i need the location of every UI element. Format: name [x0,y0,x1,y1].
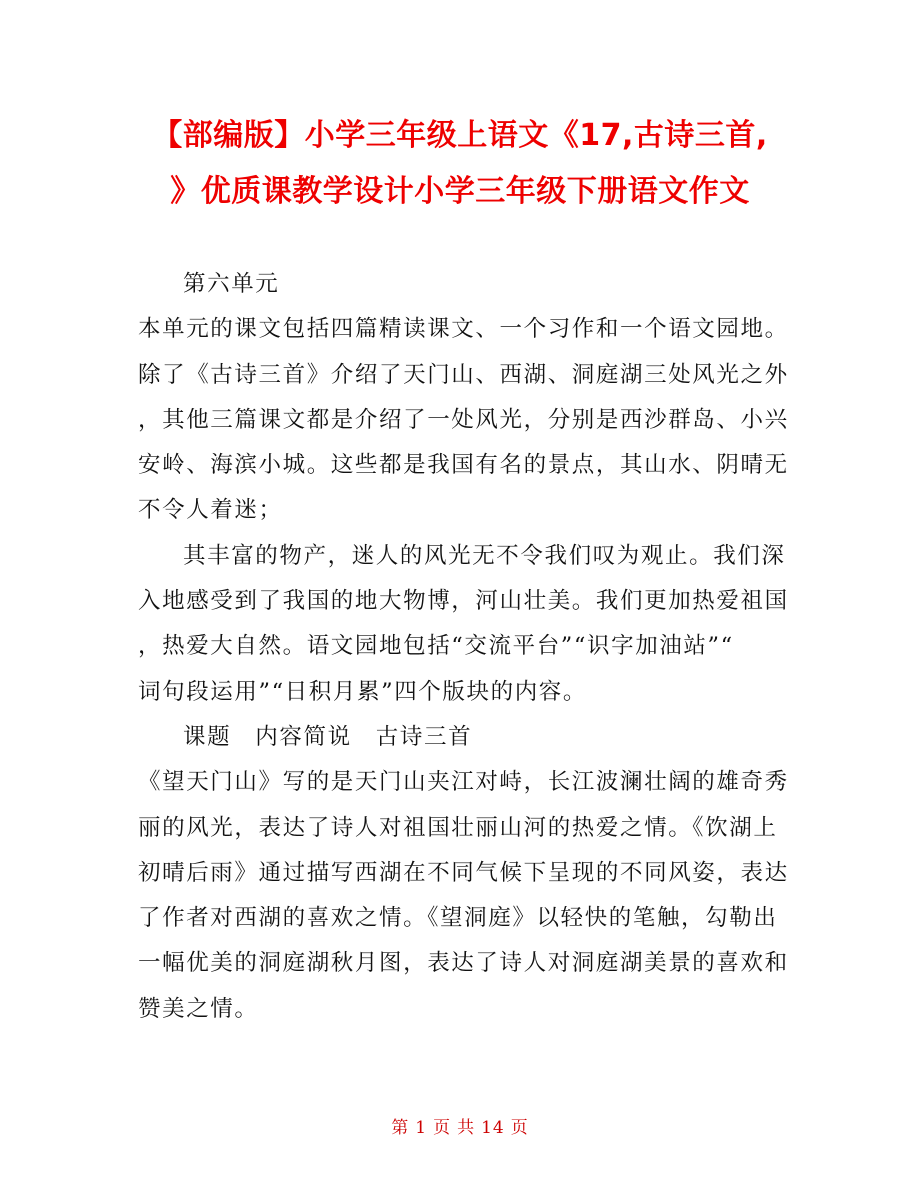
footer-mid: 页 [433,1118,452,1138]
body-line: 赞美之情。 [138,995,259,1022]
body-line: 本单元的课文包括四篇精读课文、一个习作和一个语文园地。 [138,316,789,343]
body-line: 丽的风光，表达了诗人对祖国壮丽山河的热爱之情。《饮湖上 [138,814,778,841]
body-line: 《望天门山》写的是天门山夹江对峙，长江波澜壮阔的雄奇秀 [138,769,789,796]
body-line: 一幅优美的洞庭湖秋月图，表达了诗人对洞庭湖美景的喜欢和 [138,950,789,977]
body-line: 词句段运用”“日积月累”四个版块的内容。 [138,678,588,705]
body-line: 其丰富的物产，迷人的风光无不令我们叹为观止。我们深 [183,542,786,569]
body-line: 不令人着迷； [138,497,283,524]
title-line-1: 【部编版】小学三年级上语文《17,古诗三首, [152,118,768,153]
body-line: 初晴后雨》通过描写西湖在不同气候下呈现的不同风姿，表达 [138,859,789,886]
page-title [110,108,810,220]
body-line: 了作者对西湖的喜欢之情。《望洞庭》以轻快的笔触，勾勒出 [138,905,778,932]
body-line: 安岭、海滨小城。这些都是我国有名的景点，其山水、阴晴无 [138,452,789,479]
footer-prefix: 第 [391,1118,410,1138]
lesson-heading: 课题 内容简说 古诗三首 [183,723,473,750]
footer-total-prefix: 共 [457,1118,476,1138]
body-line: ，热爱大自然。语文园地包括“交流平台”“识字加油站”“ [138,633,734,660]
section-heading: 第六单元 [183,271,280,297]
title-line-2: 》优质课教学设计小学三年级下册语文作文 [170,174,750,209]
body-line: 除了《古诗三首》介绍了天门山、西湖、洞庭湖三处风光之外 [138,361,789,388]
page-number: 1 [415,1118,428,1138]
body-line: 入地感受到了我国的地大物博，河山壮美。我们更加热爱祖国 [138,588,789,615]
body-text [138,262,790,1032]
footer-suffix: 页 [510,1118,529,1138]
page-total: 14 [481,1118,505,1138]
body-line: ，其他三篇课文都是介绍了一处风光，分别是西沙群岛、小兴 [138,406,789,433]
page-footer [0,1113,920,1138]
